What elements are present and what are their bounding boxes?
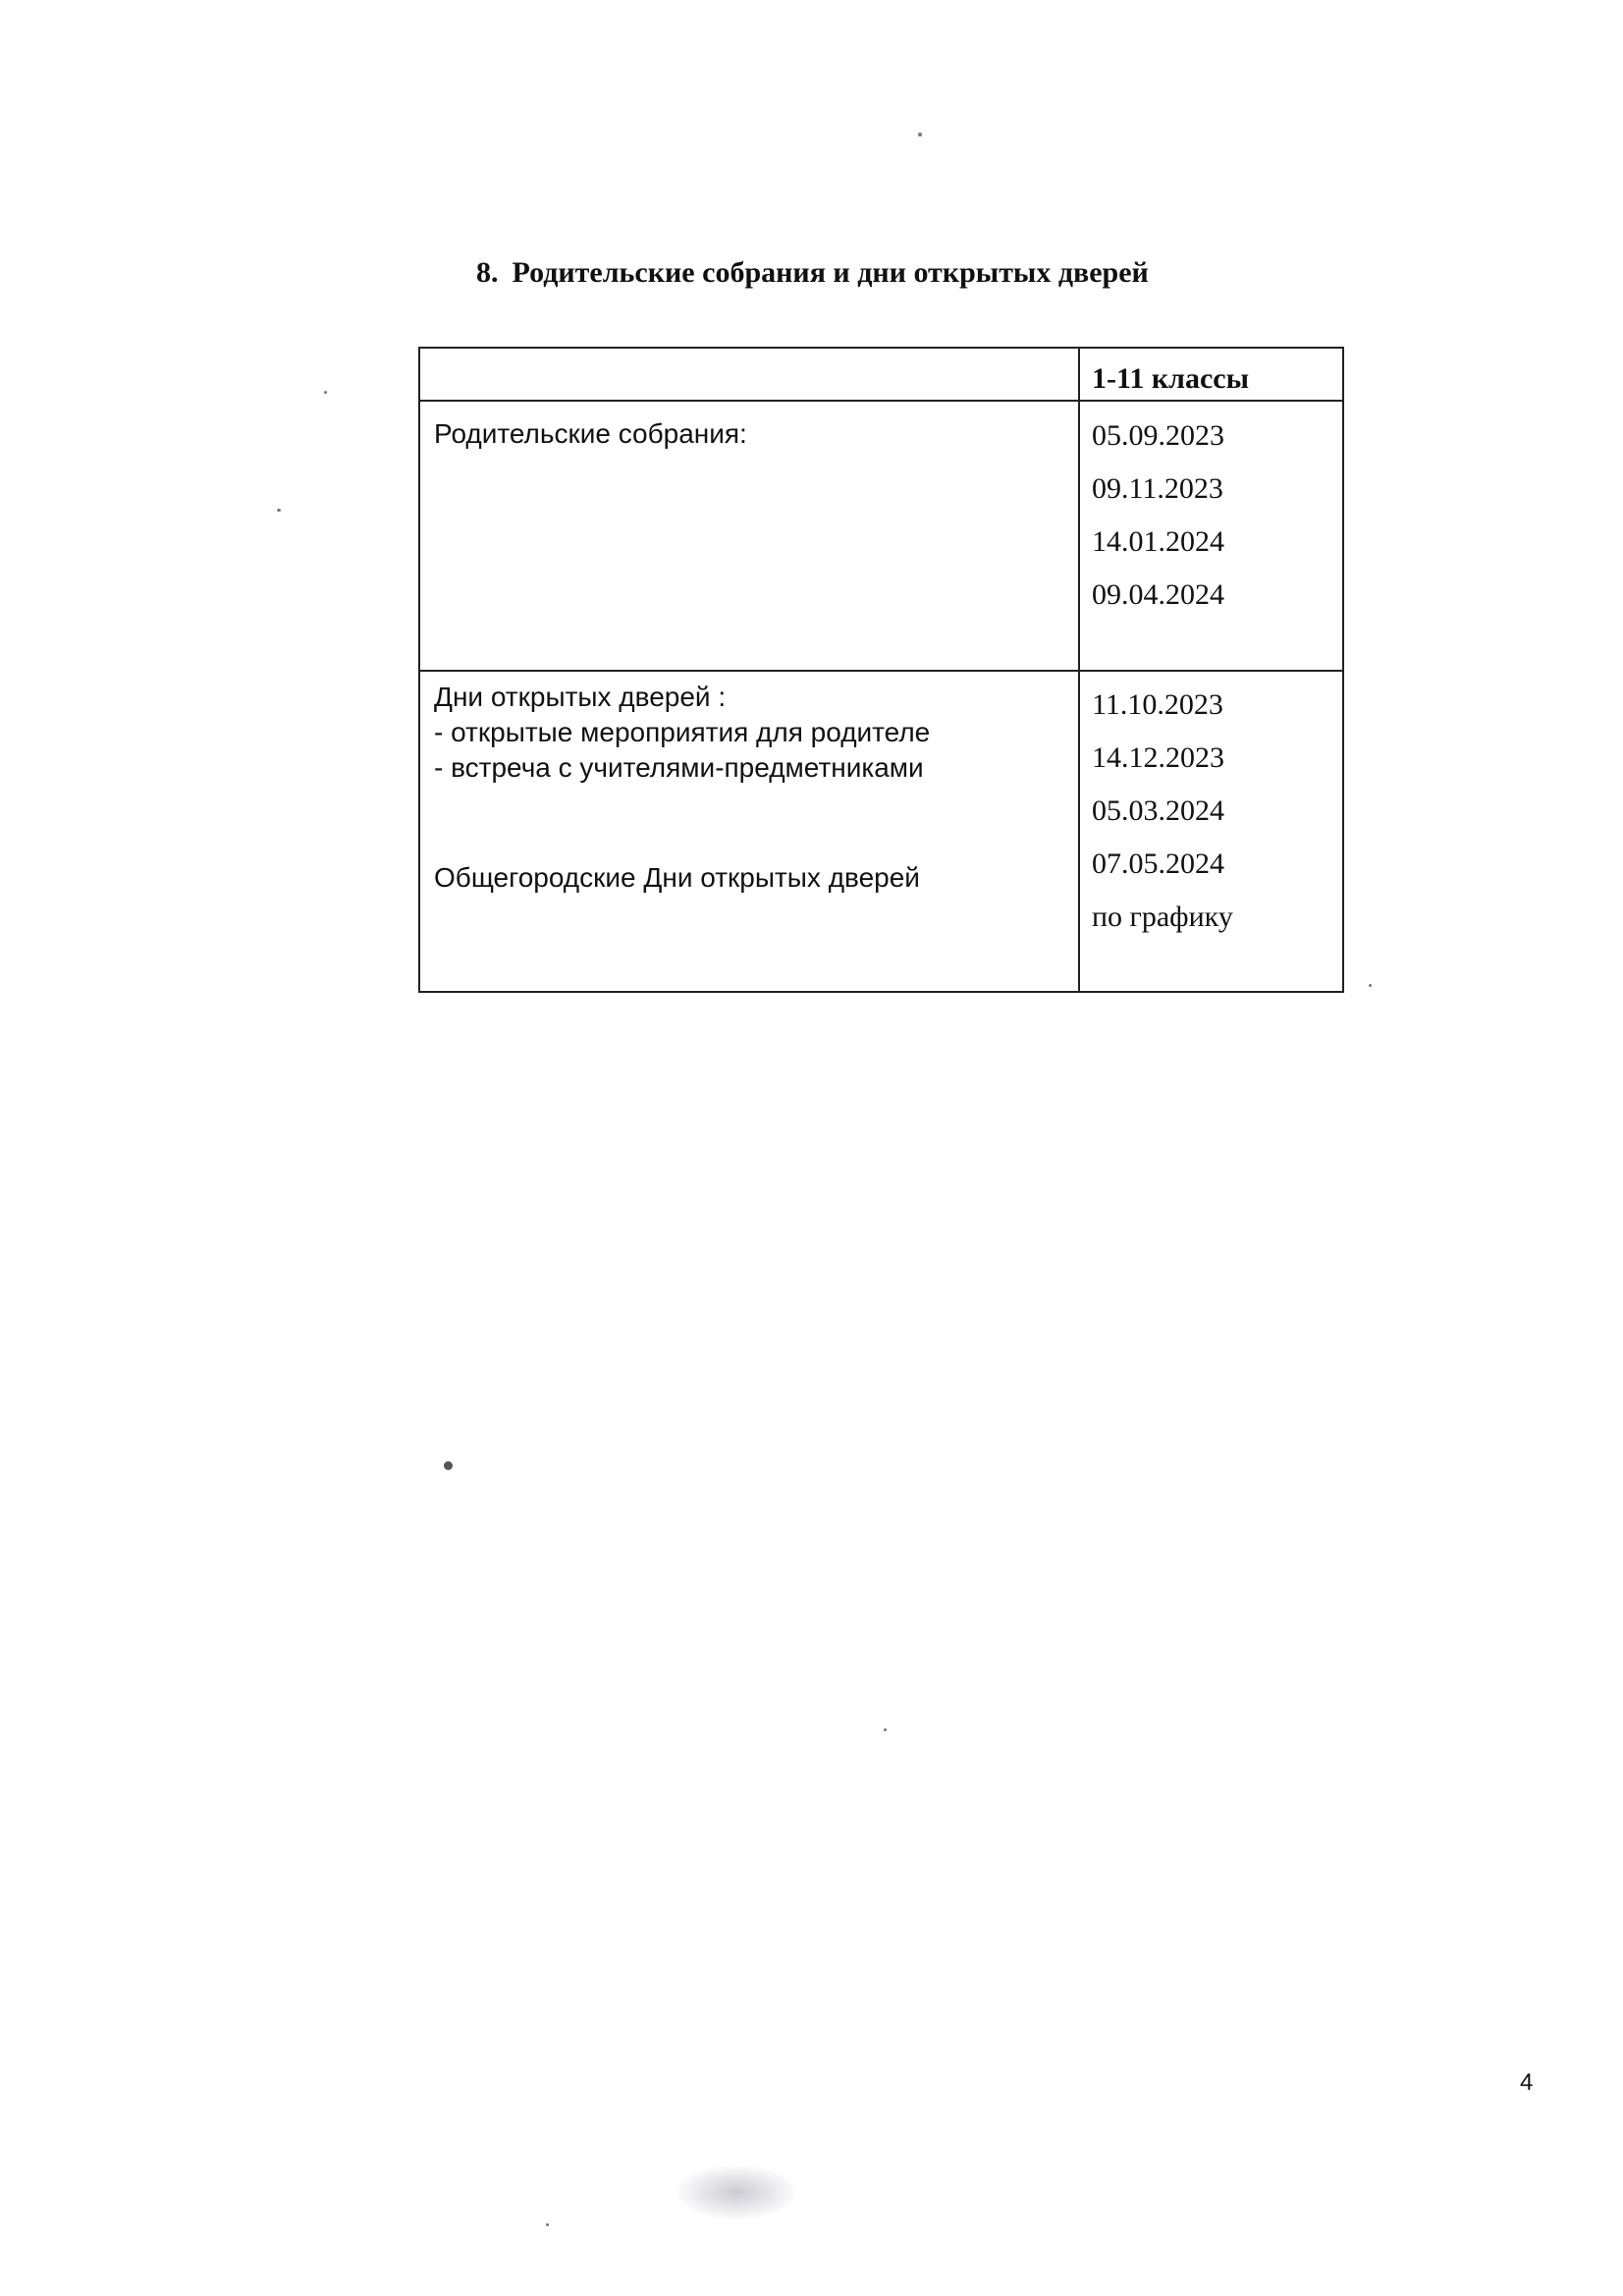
section-number: 8. (476, 256, 499, 289)
parent-meetings-dates (1092, 410, 1224, 622)
date-cell: 09.04.2024 (1092, 578, 1224, 611)
row-label-open-days: Дни открытых дверей : (434, 682, 727, 712)
date-cell: 07.05.2024 (1092, 847, 1224, 880)
date-cell: 05.03.2024 (1092, 794, 1224, 827)
date-cell: 11.10.2023 (1092, 688, 1223, 721)
scan-speck (324, 391, 327, 394)
page-number: 4 (1520, 2069, 1534, 2096)
header-row-divider (420, 400, 1342, 402)
section-heading (476, 253, 1149, 293)
date-cell: 14.01.2024 (1092, 525, 1224, 558)
scan-speck (546, 2223, 549, 2226)
row-label-parent-meetings: Родительские собрания: (434, 418, 747, 449)
row-label-teacher-meetings: - встреча с учителями-предметниками (434, 752, 924, 783)
date-cell: по графику (1092, 901, 1233, 933)
date-cell: 09.11.2023 (1092, 472, 1223, 505)
scan-speck (444, 1461, 453, 1470)
row-label-open-events: - открытые мероприятия для родителе (434, 717, 931, 747)
row-divider (420, 670, 1342, 672)
scan-speck (277, 509, 281, 512)
scan-speck (1369, 984, 1372, 987)
row-label-citywide-open-days: Общегородские Дни открытых дверей (434, 862, 920, 893)
schedule-table (418, 347, 1344, 993)
column-header-grades: 1-11 классы (1092, 362, 1250, 395)
date-cell: 14.12.2023 (1092, 741, 1224, 774)
section-title: Родительские собрания и дни открытых дверей (512, 256, 1149, 289)
scan-smudge (677, 2165, 795, 2219)
open-days-dates (1092, 679, 1233, 944)
scan-speck (884, 1728, 887, 1731)
scan-speck (918, 133, 922, 137)
date-cell: 05.09.2023 (1092, 419, 1224, 452)
